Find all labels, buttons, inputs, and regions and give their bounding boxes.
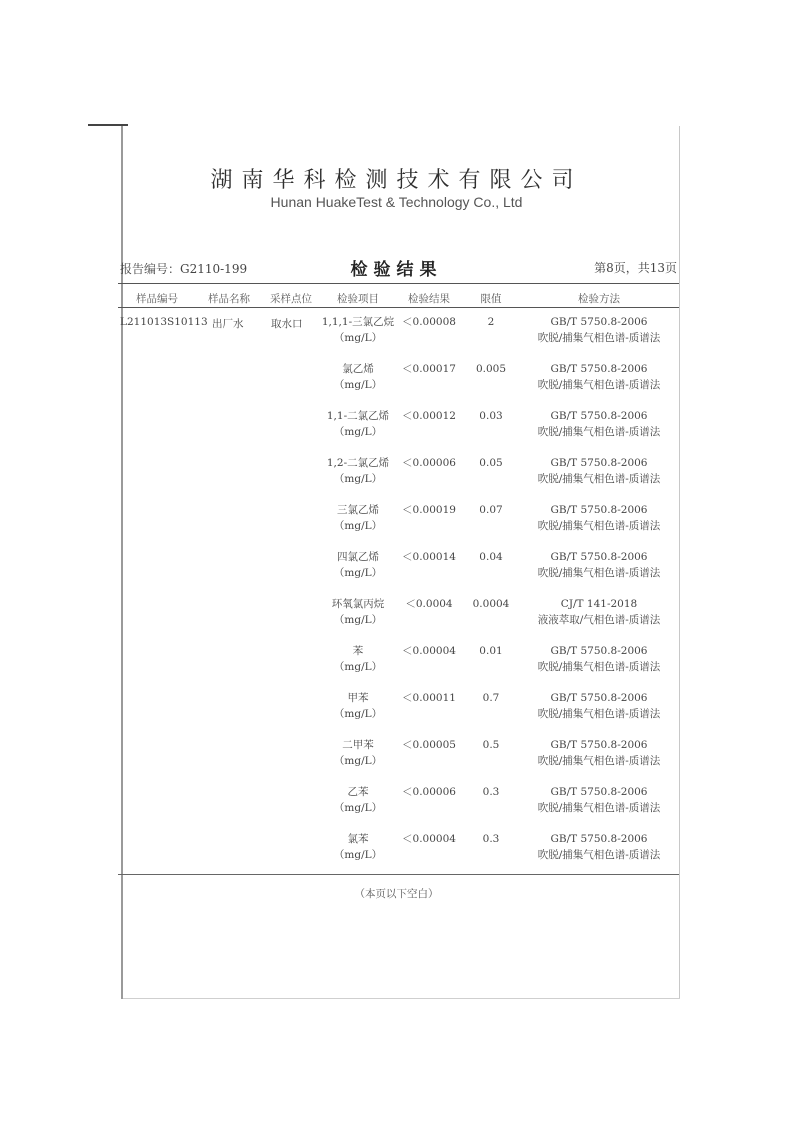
test-item xyxy=(318,596,398,628)
item-name: 1,1-二氯乙烯 xyxy=(326,410,390,422)
item-name: 甲苯 xyxy=(347,692,369,704)
item-name: 1,1,1-三氯乙烷 xyxy=(321,316,395,328)
method-code: GB/T 5750.8-2006 xyxy=(550,739,648,751)
item-name: 环氧氯丙烷 xyxy=(331,598,385,610)
test-method xyxy=(520,596,678,628)
method-desc: 吹脱/捕集气相色谱-质谱法 xyxy=(537,708,661,720)
test-result: ＜0.00011 xyxy=(402,692,456,704)
method-desc: 吹脱/捕集气相色谱-质谱法 xyxy=(537,661,661,673)
table-row xyxy=(0,784,793,824)
table-row xyxy=(0,549,793,589)
column-header-test-item: 检验项目 xyxy=(337,293,379,305)
table-row xyxy=(0,455,793,495)
item-name: 二甲苯 xyxy=(342,739,374,751)
item-unit: （mg/L） xyxy=(333,755,383,767)
item-name: 1,2-二氯乙烯 xyxy=(326,457,390,469)
test-method xyxy=(520,502,678,534)
method-desc: 吹脱/捕集气相色谱-质谱法 xyxy=(537,567,661,579)
table-bottom-rule xyxy=(118,874,679,875)
limit-value: 0.5 xyxy=(482,739,500,751)
page-title: 检验结果 xyxy=(350,260,443,280)
table-row xyxy=(0,596,793,636)
test-item xyxy=(318,361,398,393)
limit-value: 0.03 xyxy=(479,410,503,422)
item-unit: （mg/L） xyxy=(333,473,383,485)
test-method xyxy=(520,361,678,393)
sample-id: L211013S10113 xyxy=(120,316,208,328)
test-method xyxy=(520,643,678,675)
item-name: 氯乙烯 xyxy=(342,363,374,375)
company-name-cn: 湖南华科检测技术有限公司 xyxy=(210,168,583,193)
test-item xyxy=(318,455,398,487)
test-item xyxy=(318,690,398,722)
method-code: GB/T 5750.8-2006 xyxy=(550,786,648,798)
test-item xyxy=(318,831,398,863)
test-item xyxy=(318,314,398,346)
item-unit: （mg/L） xyxy=(333,614,383,626)
item-unit: （mg/L） xyxy=(333,849,383,861)
test-method xyxy=(520,455,678,487)
test-method xyxy=(520,314,678,346)
method-code: GB/T 5750.8-2006 xyxy=(550,833,648,845)
item-unit: （mg/L） xyxy=(333,520,383,532)
method-code: GB/T 5750.8-2006 xyxy=(550,645,648,657)
item-unit: （mg/L） xyxy=(333,567,383,579)
limit-value: 0.05 xyxy=(479,457,503,469)
sampling-point: 取水口 xyxy=(271,318,303,330)
test-method xyxy=(520,831,678,863)
item-unit: （mg/L） xyxy=(333,379,383,391)
table-top-rule xyxy=(118,283,679,284)
method-desc: 吹脱/捕集气相色谱-质谱法 xyxy=(537,332,661,344)
test-result: ＜0.00006 xyxy=(402,457,456,469)
company-name-en: Hunan HuakeTest & Technology Co., Ltd xyxy=(270,194,523,210)
item-name: 苯 xyxy=(352,645,364,657)
table-row xyxy=(0,502,793,542)
header-bottom-rule xyxy=(118,307,679,308)
method-desc: 吹脱/捕集气相色谱-质谱法 xyxy=(537,379,661,391)
test-result: ＜0.00008 xyxy=(402,316,456,328)
scan-bottom-edge xyxy=(123,998,680,999)
column-header-result: 检验结果 xyxy=(408,293,450,305)
test-item xyxy=(318,549,398,581)
method-desc: 吹脱/捕集气相色谱-质谱法 xyxy=(537,520,661,532)
method-code: GB/T 5750.8-2006 xyxy=(550,551,648,563)
test-method xyxy=(520,408,678,440)
method-code: CJ/T 141-2018 xyxy=(560,598,638,610)
test-result: ＜0.00004 xyxy=(402,833,456,845)
limit-value: 2 xyxy=(487,316,495,328)
table-row xyxy=(0,643,793,683)
method-desc: 吹脱/捕集气相色谱-质谱法 xyxy=(537,755,661,767)
test-result: ＜0.00006 xyxy=(402,786,456,798)
test-method xyxy=(520,549,678,581)
item-name: 四氯乙烯 xyxy=(337,551,379,563)
method-desc: 液液萃取/气相色谱-质谱法 xyxy=(537,614,661,626)
test-item xyxy=(318,643,398,675)
method-code: GB/T 5750.8-2006 xyxy=(550,692,648,704)
test-result: ＜0.00019 xyxy=(402,504,456,516)
test-result: ＜0.00005 xyxy=(402,739,456,751)
column-header-sampling-point: 采样点位 xyxy=(270,293,312,305)
page-number: 第8页，共13页 xyxy=(594,261,677,275)
limit-value: 0.07 xyxy=(479,504,503,516)
test-method xyxy=(520,690,678,722)
limit-value: 0.04 xyxy=(479,551,503,563)
table-row xyxy=(0,690,793,730)
item-unit: （mg/L） xyxy=(333,661,383,673)
column-header-sample-name: 样品名称 xyxy=(208,293,250,305)
table-row xyxy=(0,361,793,401)
test-method xyxy=(520,737,678,769)
item-name: 氯苯 xyxy=(347,833,369,845)
method-code: GB/T 5750.8-2006 xyxy=(550,410,648,422)
limit-value: 0.3 xyxy=(482,786,500,798)
blank-below-note: （本页以下空白） xyxy=(354,888,439,900)
test-result: ＜0.00017 xyxy=(402,363,456,375)
method-desc: 吹脱/捕集气相色谱-质谱法 xyxy=(537,802,661,814)
method-desc: 吹脱/捕集气相色谱-质谱法 xyxy=(537,849,661,861)
test-result: ＜0.0004 xyxy=(405,598,453,610)
item-name: 三氯乙烯 xyxy=(337,504,379,516)
limit-value: 0.005 xyxy=(475,363,507,375)
test-item xyxy=(318,502,398,534)
limit-value: 0.0004 xyxy=(472,598,510,610)
item-unit: （mg/L） xyxy=(333,802,383,814)
sample-name: 出厂水 xyxy=(212,318,244,330)
limit-value: 0.3 xyxy=(482,833,500,845)
table-row xyxy=(0,831,793,871)
test-result: ＜0.00014 xyxy=(402,551,456,563)
table-row xyxy=(0,314,793,354)
method-code: GB/T 5750.8-2006 xyxy=(550,316,648,328)
test-item xyxy=(318,784,398,816)
method-code: GB/T 5750.8-2006 xyxy=(550,457,648,469)
column-header-method: 检验方法 xyxy=(578,293,620,305)
test-item xyxy=(318,408,398,440)
item-unit: （mg/L） xyxy=(333,708,383,720)
limit-value: 0.7 xyxy=(482,692,500,704)
table-row xyxy=(0,408,793,448)
test-result: ＜0.00012 xyxy=(402,410,456,422)
method-code: GB/T 5750.8-2006 xyxy=(550,504,648,516)
column-header-limit: 限值 xyxy=(480,293,502,305)
test-method xyxy=(520,784,678,816)
column-header-sample-id: 样品编号 xyxy=(136,293,178,305)
item-unit: （mg/L） xyxy=(333,426,383,438)
method-desc: 吹脱/捕集气相色谱-质谱法 xyxy=(537,426,661,438)
table-row xyxy=(0,737,793,777)
method-desc: 吹脱/捕集气相色谱-质谱法 xyxy=(537,473,661,485)
test-item xyxy=(318,737,398,769)
method-code: GB/T 5750.8-2006 xyxy=(550,363,648,375)
test-result: ＜0.00004 xyxy=(402,645,456,657)
report-number: 报告编号：G2110-199 xyxy=(120,262,248,276)
item-name: 乙苯 xyxy=(347,786,369,798)
limit-value: 0.01 xyxy=(479,645,503,657)
item-unit: （mg/L） xyxy=(333,332,383,344)
